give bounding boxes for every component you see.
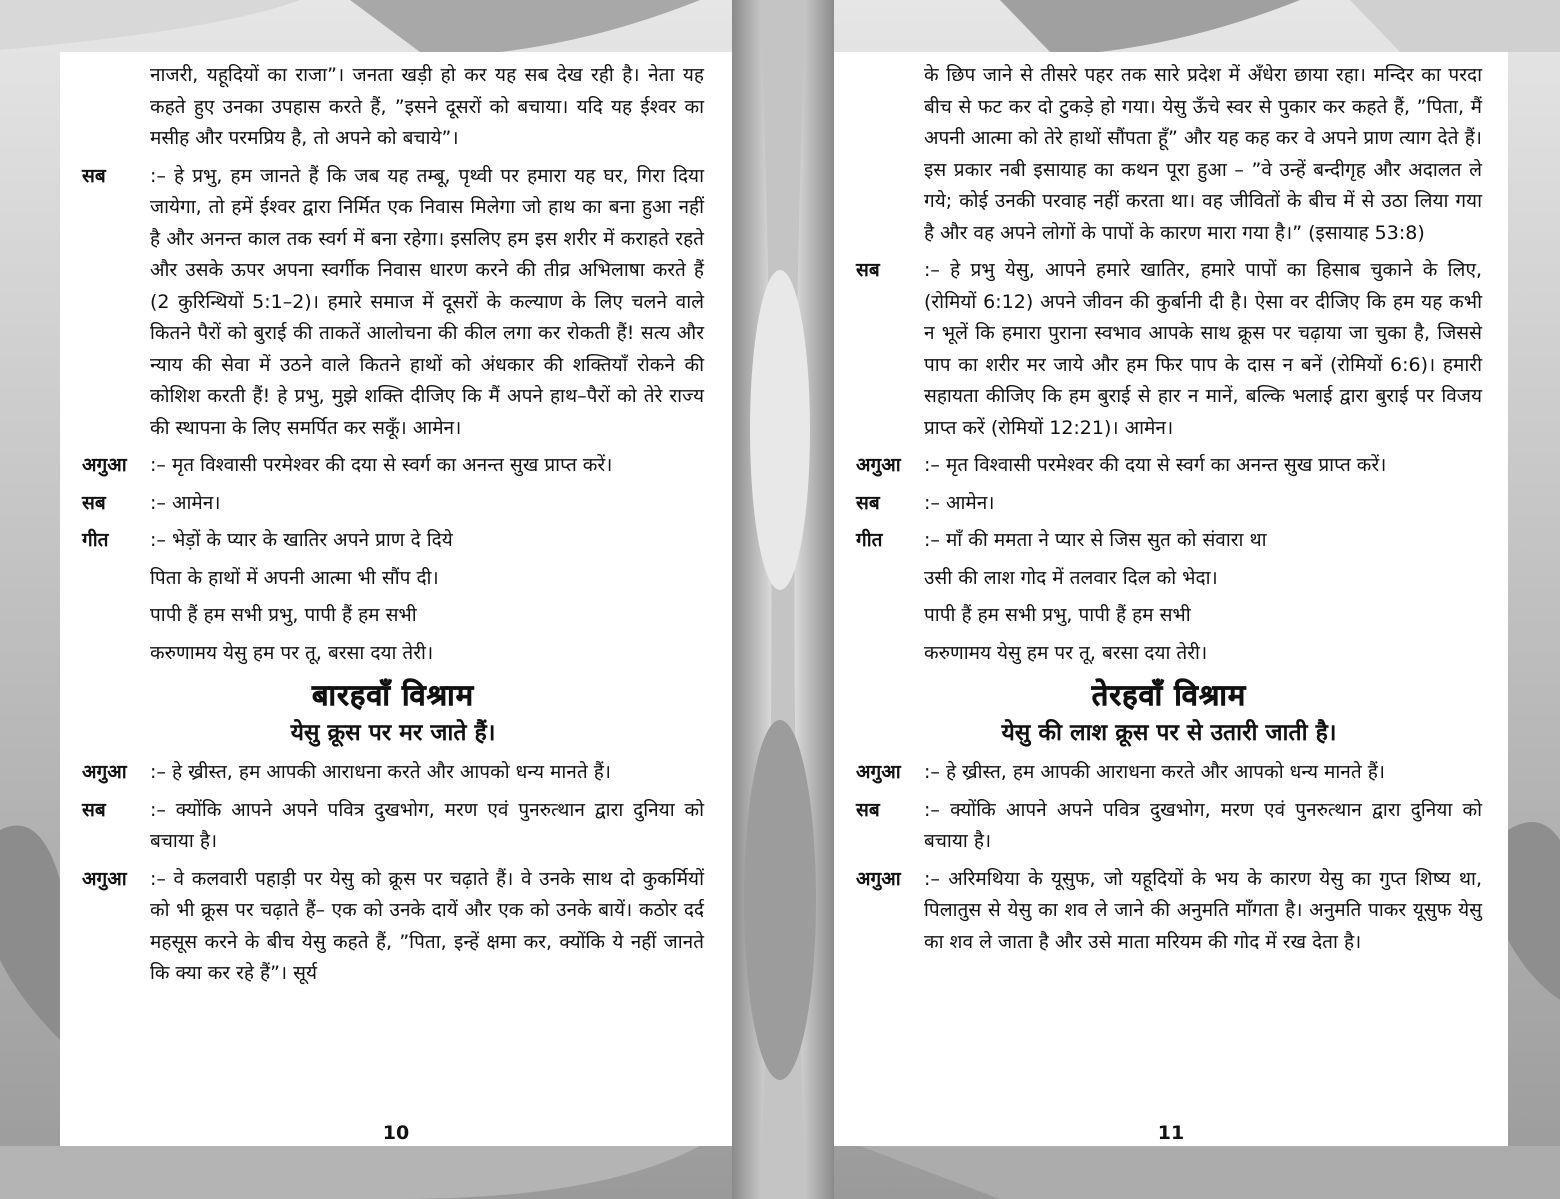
prayer-text: :– अरिमथिया के यूसुफ, जो यहूदियों के भय के कारण येसु का गुप्त शिष्य था, पिलातुस से येसु का शव ले जाने की अनुमति माँगता है। अनुमति पाकर यूसुफ येसु का शव ले जाता है और उसे माता मरियम की गोद में रख देता है। [924, 867, 1482, 953]
station-title: बारहवाँ विश्राम [311, 678, 475, 712]
page-number: 11 [1157, 1122, 1185, 1144]
prayer-entry [856, 488, 1482, 520]
speaker-label: अगुआ [82, 867, 127, 890]
speaker-label: सब [856, 798, 880, 821]
speaker-label: सब [82, 491, 106, 514]
speaker-label: गीत [856, 529, 883, 551]
prayer-text: :– मृत विश्वासी परमेश्वर की दया से स्वर्ग का अनन्त सुख प्राप्त करें। [150, 454, 613, 476]
prayer-entry [82, 757, 704, 789]
song-line: पापी हैं हम सभी प्रभु, पापी हैं हम सभी [150, 604, 417, 626]
prayer-entry [82, 864, 704, 990]
right-page [834, 52, 1508, 1146]
speaker-label: सब [82, 798, 106, 821]
station-subtitle: येसु क्रूस पर मर जाते हैं। [290, 720, 496, 746]
prayer-entry [856, 757, 1482, 789]
prayer-text: :– मृत विश्वासी परमेश्वर की दया से स्वर्ग का अनन्त सुख प्राप्त करें। [924, 454, 1387, 476]
prayer-text: :– आमेन। [924, 491, 995, 514]
continuation-text: नाजरी, यहूदियों का राजा”। जनता खड़ी हो कर यह सब देख रही है। नेता यह कहते हुए उनका उपहास करते हैं, ”इसने दूसरों को बचाया। यदि यह ईश्वर का मसीह और परमप्रिय है, तो अपने को बचाये”। [150, 64, 704, 149]
prayer-entry [856, 795, 1482, 858]
speaker-label: सब [856, 491, 880, 514]
prayer-text: :– क्योंकि आपने अपने पवित्र दुखभोग, मरण एवं पुनरुत्थान द्वारा दुनिया को बचाया है। [924, 798, 1482, 852]
prayer-entry [82, 795, 704, 858]
speaker-label: सब [856, 259, 880, 281]
song-line: पिता के हाथों में अपनी आत्मा भी सौंप दी। [150, 566, 439, 589]
prayer-entry [82, 450, 704, 482]
speaker-label: अगुआ [856, 867, 901, 890]
prayer-text: :– हे ख्रीस्त, हम आपकी आराधना करते और आपको धन्य मानते हैं। [924, 761, 1385, 783]
speaker-label: अगुआ [82, 454, 127, 476]
song-line: :– भेड़ों के प्यार के खातिर अपने प्राण दे दिये [150, 529, 453, 551]
prayer-text: :– हे प्रभु, हम जानते हैं कि जब यह तम्बू, पृथ्वी पर हमारा यह घर, गिरा दिया जायेगा, तो हमें ईश्वर द्वारा निर्मित एक निवास मिलेगा जो हाथ का बना हुआ नहीं है और अनन्त काल तक स्वर्ग में बना रहेगा। इसलिए हम इस शरीर में कराहते रहते और उसके ऊपर अपना स्वर्गीक निवास धारण करने की तीव्र अभिलाषा करते हैं (2 कुरिन्थियों 5:1–2)। हमारे समाज में दूसरों के कल्याण के लिए चलने वाले कितने पैरों को बुराई की ताकतें आलोचना की कील लगा कर रोकती हैं! सत्य और न्याय की सेवा में उठने वाले कितने हाथों को अंधकार की शक्तियाँ रोकने की कोशिश करती हैं! हे प्रभु, मुझे शक्ति दीजिए कि मैं अपने हाथ–पैरों को तेरे राज्य की स्थापना के लिए समर्पित कर सकूँ। आमेन। [150, 164, 704, 439]
page-number: 10 [382, 1122, 410, 1144]
prayer-entry [82, 488, 704, 520]
prayer-entry [856, 450, 1482, 482]
prayer-entry [82, 161, 704, 445]
prayer-text: :– हे ख्रीस्त, हम आपकी आराधना करते और आपको धन्य मानते हैं। [150, 761, 611, 783]
song-line: करुणामय येसु हम पर तू, बरसा दया तेरी। [924, 641, 1208, 664]
song-line: :– माँ की ममता ने प्यार से जिस सुत को संवारा था [924, 529, 1267, 551]
speaker-label: गीत [82, 529, 109, 551]
station-subtitle: येसु की लाश क्रूस पर से उतारी जाती है। [1001, 720, 1337, 746]
continuation-text: के छिप जाने से तीसरे पहर तक सारे प्रदेश में अँधेरा छाया रहा। मन्दिर का परदा बीच से फट कर दो टुकड़े हो गया। येसु ऊँचे स्वर से पुकार कर कहते हैं, ”पिता, मैं अपनी आत्मा को तेरे हाथों सौंपता हूँ” और यह कह कर वे अपने प्राण त्याग देते हैं। इस प्रकार नबी इसायाह का कथन पूरा हुआ – ”वे उन्हें बन्दीगृह और अदालत ले गये; कोई उनकी परवाह नहीं करता था। वह जीवितों के बीच में से उठा लिया गया है और वह अपने लोगों के पापों के कारण मारा गया है।” (इसायाह 53:8) [924, 64, 1482, 244]
song-line: पापी हैं हम सभी प्रभु, पापी हैं हम सभी [924, 604, 1191, 626]
speaker-label: अगुआ [856, 454, 901, 476]
speaker-label: अगुआ [856, 761, 901, 783]
song-line: उसी की लाश गोद में तलवार दिल को भेदा। [924, 566, 1218, 589]
prayer-text: :– वे कलवारी पहाड़ी पर येसु को क्रूस पर चढ़ाते हैं। वे उनके साथ दो कुकर्मियों को भी क्रूस पर चढ़ाते हैं– एक को उनके दायें और एक को उनके बायें। कठोर दर्द महसूस करने के बीच येसु कहते हैं, ”पिता, इन्हें क्षमा कर, क्योंकि ये नहीं जानते कि क्या कर रहे हैं”। सूर्य [150, 867, 704, 984]
prayer-text: :– हे प्रभु येसु, आपने हमारे खातिर, हमारे पापों का हिसाब चुकाने के लिए, (रोमियों 6:12) अपने जीवन की कुर्बानी दी है। ऐसा वर दीजिए कि हम यह कभी न भूलें कि हमारा पुराना स्वभाव आपके साथ क्रूस पर चढ़ाया जा चुका है, जिससे पाप का शरीर मर जाये और हम फिर पाप के दास न बनें (रोमियों 6:6)। हमारी सहायता कीजिए कि हम बुराई से हार न मानें, बल्कि भलाई द्वारा बुराई पर विजय प्राप्त करें (रोमियों 12:21)। आमेन। [924, 259, 1482, 439]
song-block [856, 525, 1482, 563]
song-lines [856, 563, 1482, 670]
prayer-text: :– आमेन। [150, 491, 221, 514]
speaker-label: अगुआ [82, 761, 127, 783]
song-block [82, 525, 704, 563]
prayer-entry [856, 864, 1482, 959]
speaker-label: सब [82, 164, 106, 187]
prayer-text: :– क्योंकि आपने अपने पवित्र दुखभोग, मरण एवं पुनरुत्थान द्वारा दुनिया को बचाया है। [150, 798, 704, 852]
song-line: करुणामय येसु हम पर तू, बरसा दया तेरी। [150, 641, 434, 664]
prayer-entry [856, 255, 1482, 444]
station-title: तेरहवाँ विश्राम [1091, 678, 1247, 712]
left-page [60, 52, 732, 1146]
song-lines [82, 563, 704, 670]
